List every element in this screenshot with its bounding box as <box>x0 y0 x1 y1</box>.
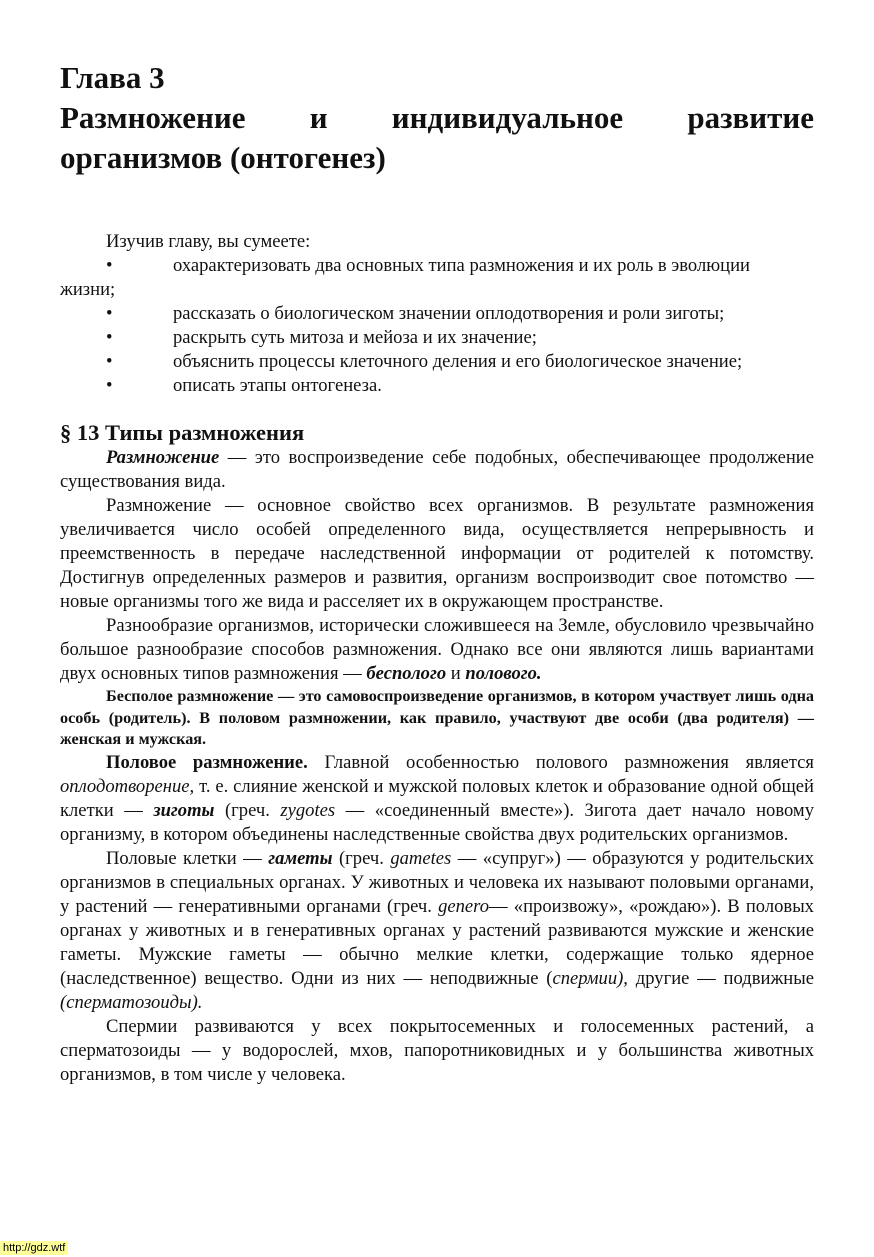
section-title: § 13 Типы размножения <box>60 420 305 445</box>
chapter-heading <box>60 58 814 178</box>
bullet-icon: • <box>106 255 113 276</box>
objective-item: • объяснить процессы клеточного деления и его биологическое значение; <box>106 351 743 372</box>
paragraph: Половое размножение. Главной особенностью полового размножения является оплодотворение, т. е. слияние женской и мужской половых клеток и образование одной общей клетки — зиготы (греч. zygotes — «соединенный вместе»). Зигота дает начало новому организму, в котором объединены наследственные свойства двух родительских организмов. <box>60 751 814 845</box>
paragraph: Спермии развиваются у всех покрытосеменных и голосеменных растений, а сперматозоиды — у водорослей, мхов, папоротниковидных и у большинства животных организмов, в том числе у человека. <box>60 1015 814 1085</box>
term: Размножение <box>106 447 220 468</box>
term: гаметы <box>268 847 333 869</box>
paragraph: Разнообразие организмов, исторически сложившееся на Земле, обусловило чрезвычайно большое разнообразие способов размножения. Однако все они являются лишь вариантами двух основных типов размножения — бесполого и полового. <box>60 615 814 684</box>
term: полового. <box>465 663 542 684</box>
learning-objectives <box>60 230 814 398</box>
chapter-title-line2: организмов (онтогенез) <box>60 140 386 175</box>
chapter-title-line1: Размножение и индивидуальное развитие <box>60 100 814 135</box>
bullet-icon: • <box>106 375 113 396</box>
definition-block: Бесполое размножение — это самовоспроизведение организмов, в котором участвует лишь одна особь (родитель). В половом размножении, как правило, участвуют две особи (два родителя) — женская и мужская. <box>60 687 814 748</box>
objective-item-continuation: жизни; <box>60 279 116 300</box>
objective-item: • охарактеризовать два основных типа размножения и их роль в эволюции <box>106 255 750 276</box>
paragraph: Половые клетки — гаметы (греч. gametes — «супруг») — образуются у родительских организмов в специальных органах. У животных и человека их называют половыми органами, у растений — генеративными органами (греч. genero— «произвожу», «рождаю»). В половых органах у животных и в генеративных органах у растений развиваются мужские и женские гаметы. Мужские гаметы — обычно мелкие клетки, содержащие только ядерное (наследственное) вещество. Одни из них — неподвижные (спермии), другие — подвижные (сперматозоиды). <box>60 847 815 1013</box>
chapter-label: Глава 3 <box>60 60 165 95</box>
objective-item: • раскрыть суть митоза и мейоза и их значение; <box>106 327 537 348</box>
paragraph: Размножение — это воспроизведение себе подобных, обеспечивающее продолжение существования вида. <box>60 447 814 492</box>
page-content <box>60 58 814 1087</box>
bullet-icon: • <box>106 351 113 372</box>
objectives-lead: Изучив главу, вы сумеете: <box>106 231 311 252</box>
objective-item: • рассказать о биологическом значении оплодотворения и роли зиготы; <box>106 303 725 324</box>
paragraph: Размножение — основное свойство всех организмов. В результате размножения увеличивается число особей определенного вида, осуществляется непрерывность и преемственность в передаче наследственной информации от родителей к потомству. Достигнув определенных размеров и развития, организм воспроизводит свое потомство — новые организмы того же вида и расселяет их в окружающем пространстве. <box>60 495 814 612</box>
bullet-icon: • <box>106 303 113 324</box>
source-link[interactable]: http://gdz.wtf <box>0 1241 68 1255</box>
paragraph-lead: Половое размножение. <box>106 751 308 773</box>
objective-item: • описать этапы онтогенеза. <box>106 375 382 396</box>
term: бесполого <box>366 663 447 684</box>
term: зиготы <box>153 799 215 821</box>
bullet-icon: • <box>106 327 113 348</box>
